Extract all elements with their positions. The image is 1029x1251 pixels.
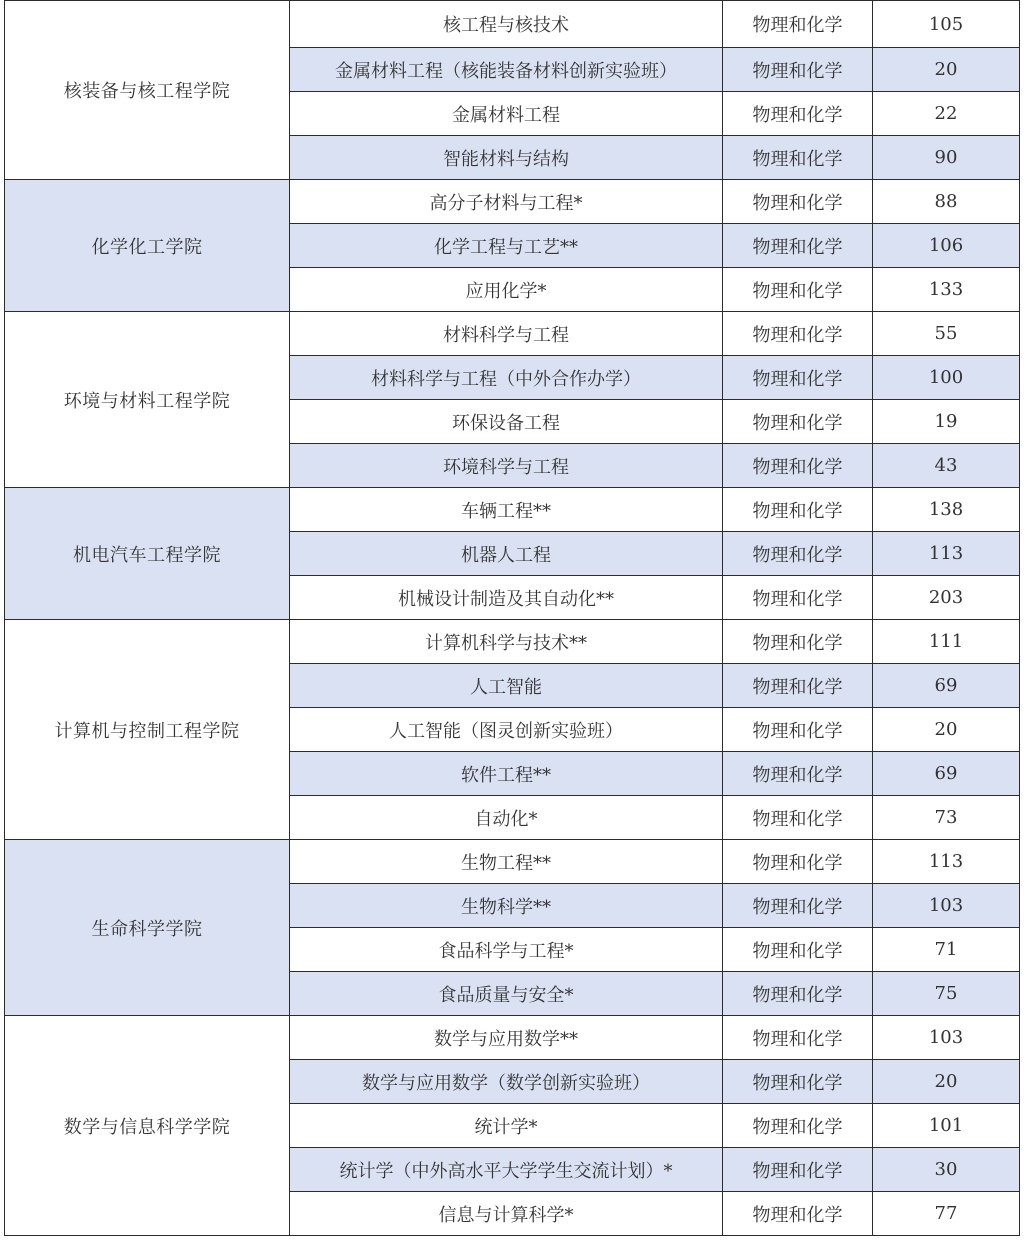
enrollment-count: 30	[873, 1148, 1020, 1192]
major-name: 统计学（中外高水平大学学生交流计划）*	[290, 1148, 723, 1192]
enrollment-count: 77	[873, 1192, 1020, 1236]
major-name: 生物工程**	[290, 840, 723, 884]
subject-requirement: 物理和化学	[723, 488, 873, 532]
subject-requirement: 物理和化学	[723, 752, 873, 796]
major-name: 车辆工程**	[290, 488, 723, 532]
enrollment-count: 20	[873, 708, 1020, 752]
enrollment-count: 203	[873, 576, 1020, 620]
subject-requirement: 物理和化学	[723, 708, 873, 752]
subject-requirement: 物理和化学	[723, 620, 873, 664]
enrollment-table-body	[5, 1, 1020, 1236]
subject-requirement: 物理和化学	[723, 444, 873, 488]
subject-requirement: 物理和化学	[723, 1016, 873, 1060]
major-name: 数学与应用数学（数学创新实验班）	[290, 1060, 723, 1104]
enrollment-count: 20	[873, 48, 1020, 92]
enrollment-count: 90	[873, 136, 1020, 180]
subject-requirement: 物理和化学	[723, 1104, 873, 1148]
college-name: 计算机与控制工程学院	[5, 620, 290, 840]
enrollment-count: 113	[873, 840, 1020, 884]
major-name: 食品质量与安全*	[290, 972, 723, 1016]
enrollment-count: 111	[873, 620, 1020, 664]
major-name: 软件工程**	[290, 752, 723, 796]
subject-requirement: 物理和化学	[723, 928, 873, 972]
subject-requirement: 物理和化学	[723, 268, 873, 312]
enrollment-count: 71	[873, 928, 1020, 972]
enrollment-count: 100	[873, 356, 1020, 400]
major-name: 高分子材料与工程*	[290, 180, 723, 224]
major-name: 机械设计制造及其自动化**	[290, 576, 723, 620]
major-name: 智能材料与结构	[290, 136, 723, 180]
enrollment-count: 88	[873, 180, 1020, 224]
major-name: 人工智能（图灵创新实验班）	[290, 708, 723, 752]
subject-requirement: 物理和化学	[723, 136, 873, 180]
enrollment-count: 133	[873, 268, 1020, 312]
subject-requirement: 物理和化学	[723, 92, 873, 136]
table-row	[5, 1016, 1020, 1060]
major-name: 化学工程与工艺**	[290, 224, 723, 268]
subject-requirement: 物理和化学	[723, 48, 873, 92]
enrollment-count: 43	[873, 444, 1020, 488]
enrollment-count: 19	[873, 400, 1020, 444]
major-name: 金属材料工程（核能装备材料创新实验班）	[290, 48, 723, 92]
major-name: 数学与应用数学**	[290, 1016, 723, 1060]
subject-requirement: 物理和化学	[723, 1, 873, 48]
major-name: 核工程与核技术	[290, 1, 723, 48]
table-row	[5, 840, 1020, 884]
table-row	[5, 488, 1020, 532]
table-row	[5, 180, 1020, 224]
subject-requirement: 物理和化学	[723, 840, 873, 884]
enrollment-count: 75	[873, 972, 1020, 1016]
subject-requirement: 物理和化学	[723, 400, 873, 444]
major-name: 环保设备工程	[290, 400, 723, 444]
enrollment-count: 138	[873, 488, 1020, 532]
subject-requirement: 物理和化学	[723, 356, 873, 400]
table-row	[5, 1, 1020, 48]
enrollment-count: 103	[873, 1016, 1020, 1060]
subject-requirement: 物理和化学	[723, 224, 873, 268]
major-name: 自动化*	[290, 796, 723, 840]
major-name: 统计学*	[290, 1104, 723, 1148]
enrollment-count: 101	[873, 1104, 1020, 1148]
college-name: 核装备与核工程学院	[5, 1, 290, 180]
subject-requirement: 物理和化学	[723, 1148, 873, 1192]
major-name: 计算机科学与技术**	[290, 620, 723, 664]
subject-requirement: 物理和化学	[723, 180, 873, 224]
subject-requirement: 物理和化学	[723, 884, 873, 928]
college-name: 环境与材料工程学院	[5, 312, 290, 488]
enrollment-count: 69	[873, 752, 1020, 796]
enrollment-count: 69	[873, 664, 1020, 708]
enrollment-count: 20	[873, 1060, 1020, 1104]
college-name: 生命科学学院	[5, 840, 290, 1016]
enrollment-count: 105	[873, 1, 1020, 48]
enrollment-count: 22	[873, 92, 1020, 136]
enrollment-table	[4, 0, 1020, 1236]
college-name: 机电汽车工程学院	[5, 488, 290, 620]
major-name: 信息与计算科学*	[290, 1192, 723, 1236]
college-name: 化学化工学院	[5, 180, 290, 312]
subject-requirement: 物理和化学	[723, 796, 873, 840]
major-name: 材料科学与工程	[290, 312, 723, 356]
major-name: 材料科学与工程（中外合作办学）	[290, 356, 723, 400]
major-name: 人工智能	[290, 664, 723, 708]
subject-requirement: 物理和化学	[723, 664, 873, 708]
major-name: 应用化学*	[290, 268, 723, 312]
subject-requirement: 物理和化学	[723, 1192, 873, 1236]
enrollment-count: 103	[873, 884, 1020, 928]
enrollment-count: 73	[873, 796, 1020, 840]
subject-requirement: 物理和化学	[723, 576, 873, 620]
enrollment-count: 55	[873, 312, 1020, 356]
major-name: 环境科学与工程	[290, 444, 723, 488]
college-name: 数学与信息科学学院	[5, 1016, 290, 1236]
table-row	[5, 312, 1020, 356]
major-name: 生物科学**	[290, 884, 723, 928]
enrollment-count: 106	[873, 224, 1020, 268]
major-name: 食品科学与工程*	[290, 928, 723, 972]
table-row	[5, 620, 1020, 664]
major-name: 金属材料工程	[290, 92, 723, 136]
major-name: 机器人工程	[290, 532, 723, 576]
enrollment-count: 113	[873, 532, 1020, 576]
subject-requirement: 物理和化学	[723, 312, 873, 356]
subject-requirement: 物理和化学	[723, 1060, 873, 1104]
subject-requirement: 物理和化学	[723, 972, 873, 1016]
subject-requirement: 物理和化学	[723, 532, 873, 576]
